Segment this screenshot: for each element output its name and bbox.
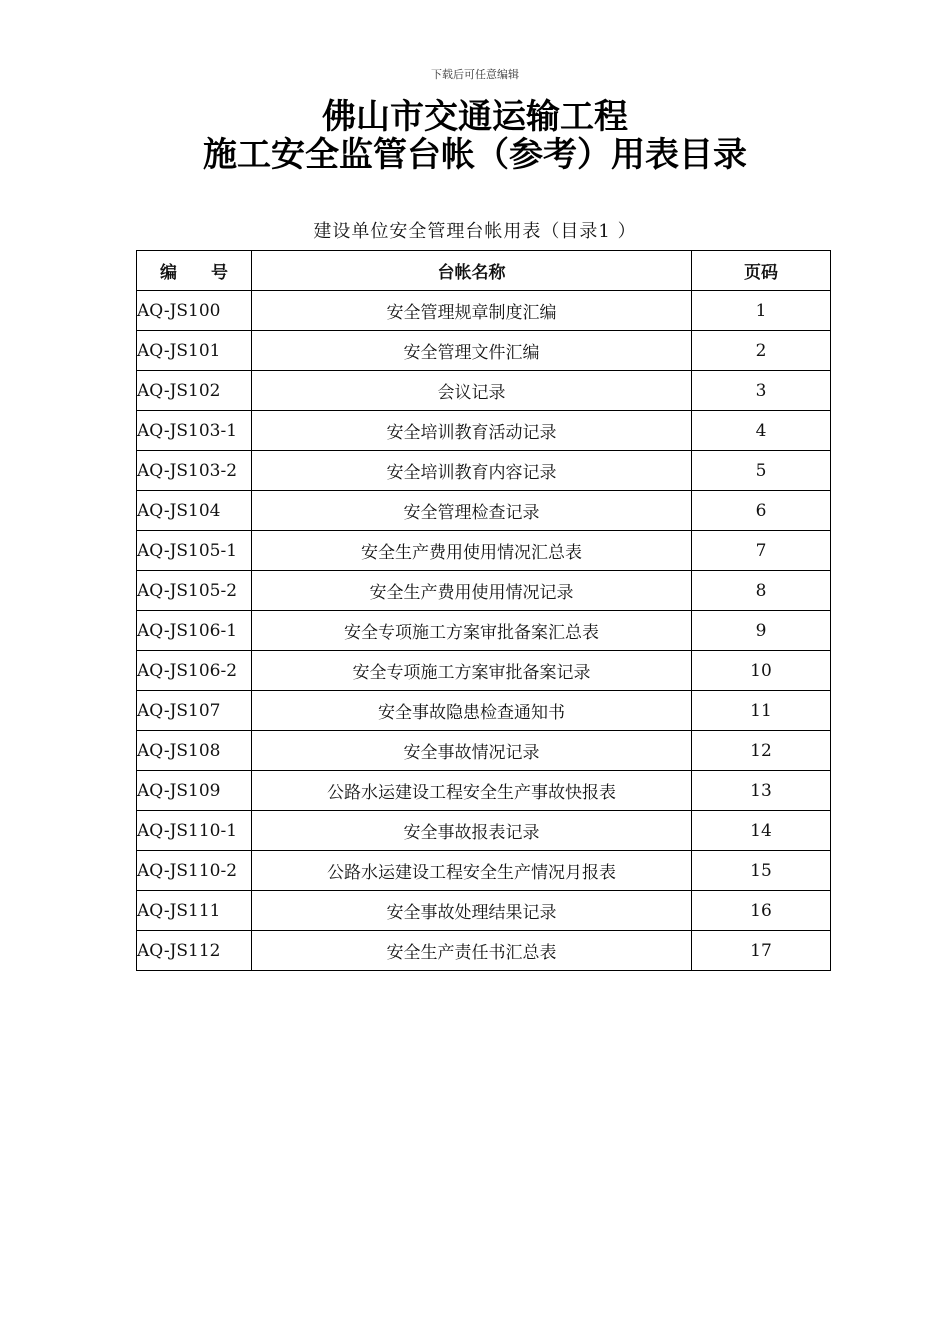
row-code: AQ-JS106-2 — [137, 651, 252, 691]
row-name: 安全生产责任书汇总表 — [252, 931, 692, 971]
document-title-line-1: 佛山市交通运输工程 — [322, 97, 628, 137]
table-row — [137, 451, 831, 491]
row-name: 安全管理规章制度汇编 — [252, 291, 692, 331]
row-code: AQ-JS111 — [137, 891, 252, 931]
row-code: AQ-JS105-1 — [137, 531, 252, 571]
row-code: AQ-JS101 — [137, 331, 252, 371]
table-row — [137, 611, 831, 651]
row-page: 4 — [692, 411, 831, 451]
row-code: AQ-JS109 — [137, 771, 252, 811]
table-row — [137, 531, 831, 571]
table-header-row — [137, 251, 831, 291]
row-code: AQ-JS108 — [137, 731, 252, 771]
row-code: AQ-JS103-2 — [137, 451, 252, 491]
row-name: 安全生产费用使用情况汇总表 — [252, 531, 692, 571]
row-name: 安全培训教育活动记录 — [252, 411, 692, 451]
row-code: AQ-JS106-1 — [137, 611, 252, 651]
row-name: 安全生产费用使用情况记录 — [252, 571, 692, 611]
table-row — [137, 651, 831, 691]
column-header-page: 页码 — [692, 251, 831, 291]
row-page: 5 — [692, 451, 831, 491]
row-page: 9 — [692, 611, 831, 651]
row-page: 8 — [692, 571, 831, 611]
row-code: AQ-JS103-1 — [137, 411, 252, 451]
row-code: AQ-JS100 — [137, 291, 252, 331]
row-page: 12 — [692, 731, 831, 771]
row-code: AQ-JS107 — [137, 691, 252, 731]
row-name: 安全事故报表记录 — [252, 811, 692, 851]
row-page: 7 — [692, 531, 831, 571]
table-row — [137, 331, 831, 371]
row-name: 公路水运建设工程安全生产事故快报表 — [252, 771, 692, 811]
column-header-code: 编 号 — [137, 251, 252, 291]
row-code: AQ-JS102 — [137, 371, 252, 411]
row-page: 11 — [692, 691, 831, 731]
table-row — [137, 371, 831, 411]
table-row — [137, 411, 831, 451]
row-name: 安全管理检查记录 — [252, 491, 692, 531]
row-page: 14 — [692, 811, 831, 851]
catalog-table — [136, 250, 831, 971]
row-page: 10 — [692, 651, 831, 691]
document-title-line-2: 施工安全监管台帐（参考）用表目录 — [203, 135, 747, 175]
row-name: 安全专项施工方案审批备案记录 — [252, 651, 692, 691]
table-row — [137, 571, 831, 611]
row-name: 安全事故隐患检查通知书 — [252, 691, 692, 731]
row-page: 15 — [692, 851, 831, 891]
column-header-name: 台帐名称 — [252, 251, 692, 291]
row-code: AQ-JS110-1 — [137, 811, 252, 851]
row-page: 2 — [692, 331, 831, 371]
row-page: 17 — [692, 931, 831, 971]
row-name: 会议记录 — [252, 371, 692, 411]
table-row — [137, 891, 831, 931]
row-name: 安全事故处理结果记录 — [252, 891, 692, 931]
row-page: 6 — [692, 491, 831, 531]
row-name: 安全培训教育内容记录 — [252, 451, 692, 491]
table-row — [137, 851, 831, 891]
table-row — [137, 811, 831, 851]
row-code: AQ-JS104 — [137, 491, 252, 531]
table-row — [137, 731, 831, 771]
row-name: 公路水运建设工程安全生产情况月报表 — [252, 851, 692, 891]
table-subtitle: 建设单位安全管理台帐用表（目录1 ） — [313, 221, 637, 242]
table-row — [137, 291, 831, 331]
table-row — [137, 691, 831, 731]
row-page: 13 — [692, 771, 831, 811]
row-name: 安全管理文件汇编 — [252, 331, 692, 371]
row-page: 1 — [692, 291, 831, 331]
table-row — [137, 491, 831, 531]
row-code: AQ-JS110-2 — [137, 851, 252, 891]
row-page: 16 — [692, 891, 831, 931]
row-page: 3 — [692, 371, 831, 411]
row-code: AQ-JS105-2 — [137, 571, 252, 611]
row-name: 安全事故情况记录 — [252, 731, 692, 771]
row-code: AQ-JS112 — [137, 931, 252, 971]
row-name: 安全专项施工方案审批备案汇总表 — [252, 611, 692, 651]
header-note: 下载后可任意编辑 — [431, 68, 519, 81]
table-row — [137, 931, 831, 971]
table-row — [137, 771, 831, 811]
